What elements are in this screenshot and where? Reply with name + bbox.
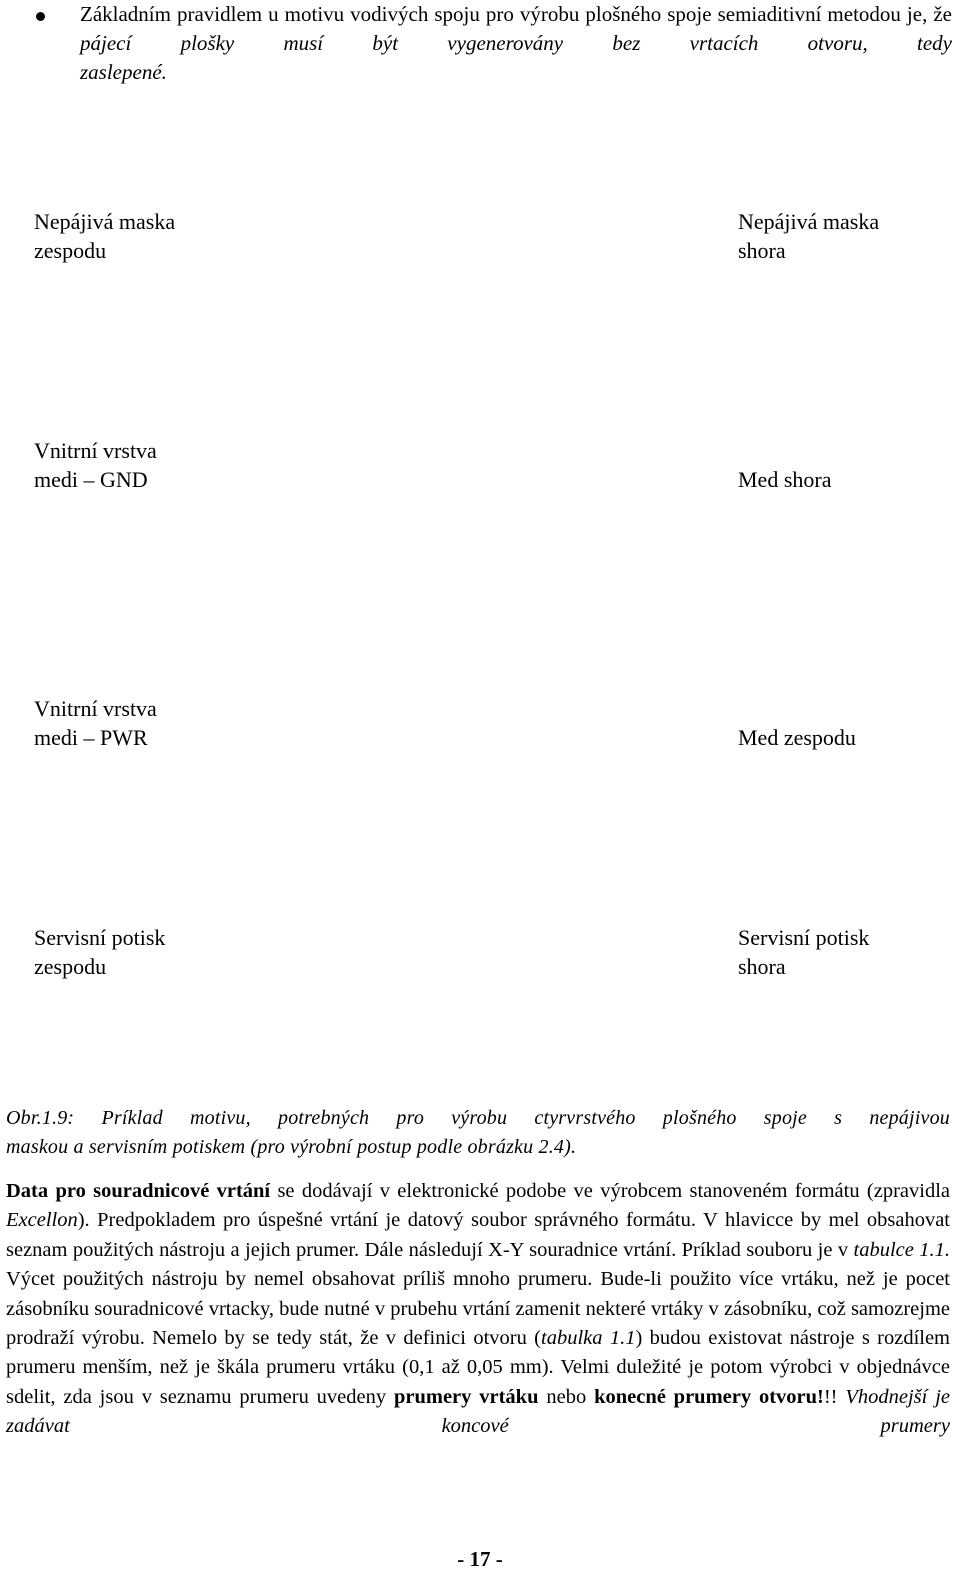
figure-caption-line2: maskou a servisním potiskem (pro výrobní postup podle obrázku 2.4).: [6, 1136, 577, 1158]
body-text-2: ). Predpokladem pro úspešné vrtání je datový soubor správného formátu. V hlavicce by mel obsahovat seznam použitých nástroju a jejich prumer. Dále následují X-Y souradnice vrtání. Príklad souboru je v: [6, 1209, 950, 1261]
bullet-text-italic2: zaslepené.: [80, 60, 167, 84]
figure-caption: [6, 1104, 950, 1162]
bullet-icon: [36, 12, 45, 21]
body-paragraph: [6, 1177, 950, 1442]
figure-caption-line1: Obr.1.9: Príklad motivu, potrebných pro výrobu ctyrvrstvého plošného spoje s nepájivou: [6, 1107, 950, 1129]
body-bold-drilling-data: Data pro souradnicové vrtání: [6, 1180, 271, 1202]
layer-label-solder-mask-top: Nepájivá maska shora: [738, 209, 880, 263]
bullet-text-part1: Základním pravidlem u motivu vodivých spoju pro výrobu plošného spoje semiaditivní metodou je, že: [80, 2, 952, 26]
page-number: - 17 -: [457, 1547, 503, 1571]
body-text-1: se dodávají v elektronické podobe ve výrobcem stanoveném formátu (zpravidla: [270, 1180, 950, 1202]
body-italic-excellon: Excellon: [6, 1209, 78, 1232]
body-bold-final-diameters: konecné prumery otvoru!: [594, 1385, 824, 1408]
bullet-text-italic1: pájecí plošky musí být vygenerovány bez vrtacích otvoru, tedy: [80, 31, 952, 55]
body-text-3: Výcet použitých nástroju by nemel obsahovat príliš mnoho prumeru. Bude-li použito více vrtáku, než je pocet zásobníku souradnicové vrtacky, bude nutné v prubehu vrtání zamenit nekteré vrtáky v zásobníku, což samozrejme prodraží výrobu. Nemelo by se tedy stát, že v definici otvoru (: [6, 1268, 950, 1350]
bullet-text: [80, 0, 952, 87]
layer-label-inner-pwr: Vnitrní vrstva medi – PWR: [34, 696, 157, 750]
bullet-text-last-line: [80, 58, 952, 87]
body-italic-recommendation: Vhodnejší je zadávat koncové prumery: [6, 1385, 950, 1438]
layer-label-copper-top: Med shora: [738, 467, 832, 492]
layer-label-silkscreen-bottom: Servisní potisk zespodu: [34, 925, 166, 979]
body-text-5: nebo: [538, 1385, 595, 1408]
layer-label-inner-gnd: Vnitrní vrstva medi – GND: [34, 438, 157, 492]
layer-label-silkscreen-top: Servisní potisk shora: [738, 925, 870, 979]
body-text-6: !!: [823, 1385, 846, 1408]
body-text-4: ) budou existovat nástroje s rozdílem prumeru menším, než je škála prumeru vrtáku (0,1 až 0,05 mm). Velmi duležité je potom výrobci v objednávce sdelit, zda jsou v seznamu prumeru uvedeny: [6, 1327, 951, 1408]
body-italic-table-ref-1: tabulce 1.1.: [853, 1238, 950, 1261]
body-italic-table-ref-2: tabulka 1.1: [541, 1327, 636, 1350]
layer-label-solder-mask-bottom: Nepájivá maska zespodu: [34, 209, 176, 263]
layer-label-copper-bottom: Med zespodu: [738, 725, 856, 750]
body-bold-drill-diameters: prumery vrtáku: [393, 1385, 539, 1408]
